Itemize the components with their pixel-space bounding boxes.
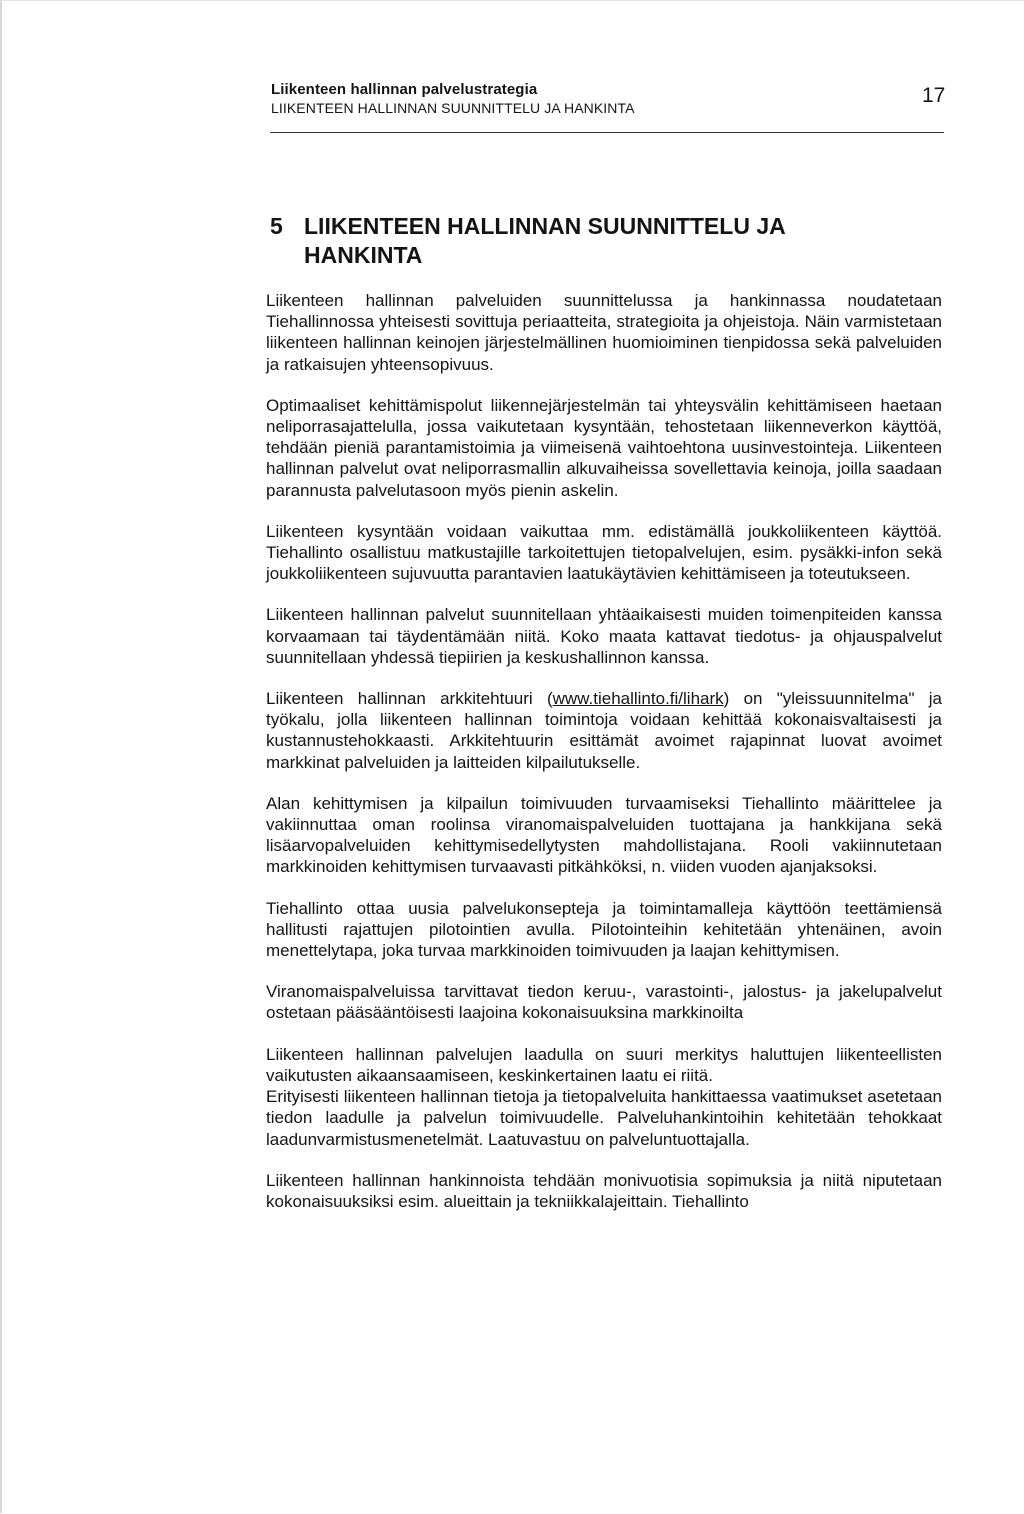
paragraph-planning: Liikenteen hallinnan palvelut suunnitellaan yhtäaikaisesti muiden toimenpiteiden kanssa korvaamaan tai täydentämään niitä. Koko maata kattavat tiedotus- ja ohjauspalvelut suunnitellaan yhdessä tiepiirien ja keskushallinnon kanssa. [266, 605, 942, 667]
paragraph-procurement: Viranomaispalveluissa tarvittavat tiedon keruu-, varastointi-, jalostus- ja jakelupalvelut ostetaan pääsääntöisesti laajoina kokonaisuuksina markkinoilta [266, 982, 942, 1023]
section-title-line2: HANKINTA [304, 242, 423, 268]
paragraph-intro: Liikenteen hallinnan palveluiden suunnittelussa ja hankinnassa noudatetaan Tiehallinnossa yhteisesti sovittuja periaatteita, strategioita ja ohjeistoja. Näin varmistetaan liikenteen hallinnan keinojen järjestelmällinen huomioiminen tienpidossa sekä palveluiden ja ratkaisujen yhteensopivuus. [266, 291, 942, 374]
architecture-text-start: Liikenteen hallinnan arkkitehtuuri ( [266, 689, 553, 709]
paragraph-role: Alan kehittymisen ja kilpailun toimivuuden turvaamiseksi Tiehallinto määrittelee ja vakiinnuttaa oman roolinsa viranomaispalveluiden tuottajana ja hankkijana sekä lisäarvopalveluiden kehittymisedellytysten mahdollistajana. Rooli vakiinnutetaan markkinoiden kehittymisen turvaavasti pitkähköksi, n. viiden vuoden ajanjaksoksi. [266, 793, 942, 877]
paragraph-architecture [266, 688, 942, 773]
paragraph-contracts: Liikenteen hallinnan hankinnoista tehdään monivuotisia sopimuksia ja niitä niputetaan kokonaisuuksiksi esim. alueittain ja tekniikkalajeittain. Tiehallinto [266, 1170, 942, 1211]
paragraph-development-paths: Optimaaliset kehittämispolut liikennejärjestelmän tai yhteysvälin kehittämiseen haetaan neliporrasajattelulla, jossa vaikutetaan kysyntään, tehostetaan liikenneverkon käyttöä, tehdään pieniä parantamistoimia ja viimeisenä vaihtoehtona uusinvestointeja. Liikenteen hallinnan palvelut ovat neliporrasmallin alkuvaiheissa sovellettavia keinoja, joilla saadaan parannusta palvelutasoon myös pienin askelin. [266, 395, 942, 500]
section-heading [270, 212, 950, 270]
architecture-text-end: ) on "yleissuunnitelma" ja työkalu, jolla liikenteen hallinnan toimintoja voidaan kehittää kokonaisvaltaisesti ja kustannustehokkaasti. Arkkitehtuurin esittämät avoimet rajapinnat luovat avoimet markkinat palveluiden ja laitteiden kilpailutukselle. [266, 689, 942, 772]
document-title: Liikenteen hallinnan palvelustrategia [271, 81, 538, 98]
architecture-link[interactable]: www.tiehallinto.fi/lihark [552, 689, 724, 709]
paragraph-quality: Liikenteen hallinnan palvelujen laadulla on suuri merkitys haluttujen liikenteellisten vaikutusten aikaansaamiseen, keskinkertainen laatu ei riitä. [266, 1044, 942, 1085]
paragraph-demand: Liikenteen kysyntään voidaan vaikuttaa mm. edistämällä joukkoliikenteen käyttöä. Tiehallinto osallistuu matkustajille tarkoitettujen tietopalvelujen, esim. pysäkki-infon sekä joukkoliikenteen sujuvuutta parantavien laatukäytävien kehittämiseen ja toteutukseen. [266, 521, 942, 584]
page-number: 17 [922, 84, 946, 107]
paragraph-pilots: Tiehallinto ottaa uusia palvelukonsepteja ja toimintamalleja käyttöön teettämiensä hallitusti rajattujen pilotointien avulla. Pilotointeihin kehitetään yhtenäinen, avoin menettelytapa, joka turvaa markkinoiden toimivuuden ja laajan kehittymisen. [266, 898, 942, 961]
chapter-subtitle: LIIKENTEEN HALLINNAN SUUNNITTELU JA HANKINTA [271, 100, 635, 116]
section-title-line1: LIIKENTEEN HALLINNAN SUUNNITTELU JA [304, 213, 786, 239]
body-text [266, 290, 942, 1232]
paragraph-quality-requirements: Erityisesti liikenteen hallinnan tietoja ja tietopalveluita hankittaessa vaatimukset asetetaan tiedon laadulle ja palvelun toimivuudelle. Palveluhankintoihin kehitetään tehokkaat laadunvarmistusmenetelmät. Laatuvastuu on palveluntuottajalla. [266, 1087, 942, 1149]
header-divider [270, 132, 944, 133]
section-number: 5 [270, 213, 283, 239]
running-header [271, 80, 946, 118]
